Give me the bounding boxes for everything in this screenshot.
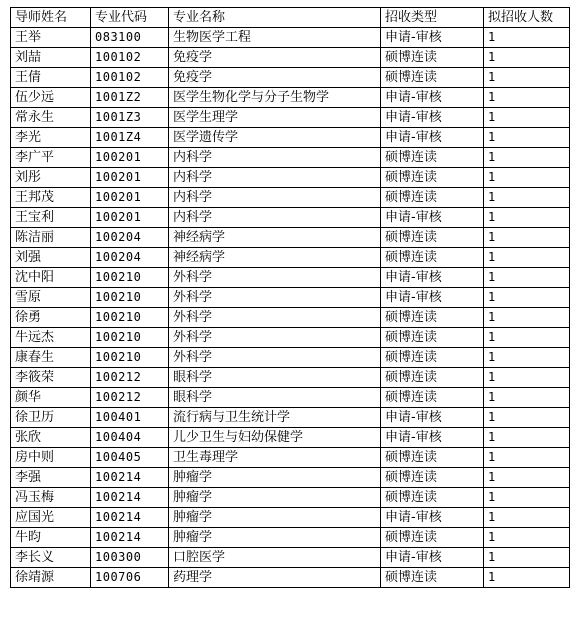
header-major-code: 专业代码 [91,8,169,28]
major-code-cell: 100210 [91,268,169,288]
major-code-cell: 1001Z4 [91,128,169,148]
admission-type-cell: 申请-审核 [381,28,484,48]
major-name-cell: 内科学 [169,188,381,208]
supervisor-name-cell: 冯玉梅 [11,488,91,508]
table-row [11,88,570,108]
planned-quota-cell: 1 [484,448,570,468]
major-code-cell: 100201 [91,168,169,188]
planned-quota-cell: 1 [484,208,570,228]
major-name-cell: 肿瘤学 [169,508,381,528]
planned-quota-cell: 1 [484,348,570,368]
table-row [11,248,570,268]
table-row [11,448,570,468]
major-code-cell: 100401 [91,408,169,428]
table-row [11,468,570,488]
major-code-cell: 100300 [91,548,169,568]
admission-type-cell: 申请-审核 [381,428,484,448]
table-row [11,188,570,208]
planned-quota-cell: 1 [484,548,570,568]
major-name-cell: 外科学 [169,288,381,308]
table-row [11,368,570,388]
major-code-cell: 1001Z2 [91,88,169,108]
supervisor-name-cell: 伍少远 [11,88,91,108]
planned-quota-cell: 1 [484,408,570,428]
major-name-cell: 神经病学 [169,228,381,248]
planned-quota-cell: 1 [484,308,570,328]
planned-quota-cell: 1 [484,228,570,248]
major-code-cell: 083100 [91,28,169,48]
header-major-name: 专业名称 [169,8,381,28]
major-code-cell: 100201 [91,208,169,228]
planned-quota-cell: 1 [484,388,570,408]
admission-type-cell: 申请-审核 [381,508,484,528]
table-row [11,548,570,568]
admission-type-cell: 申请-审核 [381,88,484,108]
table-row [11,128,570,148]
supervisor-name-cell: 康春生 [11,348,91,368]
major-code-cell: 100405 [91,448,169,468]
planned-quota-cell: 1 [484,468,570,488]
supervisor-name-cell: 刘喆 [11,48,91,68]
admission-type-cell: 申请-审核 [381,108,484,128]
major-code-cell: 100210 [91,288,169,308]
admission-type-cell: 申请-审核 [381,208,484,228]
table-row [11,288,570,308]
planned-quota-cell: 1 [484,568,570,588]
planned-quota-cell: 1 [484,148,570,168]
major-code-cell: 100201 [91,188,169,208]
table-row [11,168,570,188]
planned-quota-cell: 1 [484,28,570,48]
major-name-cell: 肿瘤学 [169,528,381,548]
supervisor-name-cell: 王倩 [11,68,91,88]
major-name-cell: 外科学 [169,268,381,288]
planned-quota-cell: 1 [484,68,570,88]
planned-quota-cell: 1 [484,248,570,268]
supervisor-name-cell: 李光 [11,128,91,148]
admission-type-cell: 硕博连读 [381,448,484,468]
table-row [11,228,570,248]
admission-type-cell: 硕博连读 [381,468,484,488]
supervisor-name-cell: 雪原 [11,288,91,308]
admission-type-cell: 硕博连读 [381,328,484,348]
admission-type-cell: 申请-审核 [381,268,484,288]
table-row [11,488,570,508]
admission-type-cell: 硕博连读 [381,168,484,188]
planned-quota-cell: 1 [484,88,570,108]
major-name-cell: 内科学 [169,148,381,168]
major-code-cell: 100214 [91,528,169,548]
table-row [11,408,570,428]
supervisor-name-cell: 李长义 [11,548,91,568]
planned-quota-cell: 1 [484,328,570,348]
planned-quota-cell: 1 [484,428,570,448]
admission-type-cell: 硕博连读 [381,568,484,588]
major-name-cell: 外科学 [169,308,381,328]
major-code-cell: 100102 [91,48,169,68]
table-row [11,388,570,408]
major-name-cell: 口腔医学 [169,548,381,568]
major-code-cell: 100210 [91,328,169,348]
planned-quota-cell: 1 [484,188,570,208]
table-row [11,328,570,348]
supervisor-name-cell: 徐卫历 [11,408,91,428]
admission-type-cell: 申请-审核 [381,288,484,308]
major-code-cell: 100212 [91,368,169,388]
supervisor-name-cell: 王邦茂 [11,188,91,208]
admission-type-cell: 申请-审核 [381,548,484,568]
planned-quota-cell: 1 [484,368,570,388]
major-name-cell: 眼科学 [169,368,381,388]
table-row [11,148,570,168]
major-name-cell: 医学生理学 [169,108,381,128]
supervisor-name-cell: 王举 [11,28,91,48]
header-admission-type: 招收类型 [381,8,484,28]
supervisor-name-cell: 李广平 [11,148,91,168]
table-row [11,208,570,228]
table-row [11,508,570,528]
major-code-cell: 1001Z3 [91,108,169,128]
supervisor-name-cell: 张欣 [11,428,91,448]
supervisor-name-cell: 常永生 [11,108,91,128]
major-name-cell: 免疫学 [169,68,381,88]
admission-type-cell: 申请-审核 [381,408,484,428]
admission-type-cell: 硕博连读 [381,488,484,508]
major-name-cell: 卫生毒理学 [169,448,381,468]
supervisor-quota-table [10,7,570,588]
supervisor-name-cell: 牛远杰 [11,328,91,348]
planned-quota-cell: 1 [484,128,570,148]
table-row [11,108,570,128]
supervisor-name-cell: 沈中阳 [11,268,91,288]
supervisor-name-cell: 李筱荣 [11,368,91,388]
major-code-cell: 100706 [91,568,169,588]
planned-quota-cell: 1 [484,108,570,128]
supervisor-name-cell: 徐靖源 [11,568,91,588]
major-name-cell: 医学生物化学与分子生物学 [169,88,381,108]
planned-quota-cell: 1 [484,48,570,68]
table-row [11,568,570,588]
header-planned-quota: 拟招收人数 [484,8,570,28]
admission-type-cell: 硕博连读 [381,228,484,248]
major-code-cell: 100201 [91,148,169,168]
major-code-cell: 100102 [91,68,169,88]
supervisor-name-cell: 颜华 [11,388,91,408]
planned-quota-cell: 1 [484,528,570,548]
major-name-cell: 神经病学 [169,248,381,268]
major-name-cell: 生物医学工程 [169,28,381,48]
table-row [11,68,570,88]
supervisor-name-cell: 房中则 [11,448,91,468]
admission-type-cell: 硕博连读 [381,148,484,168]
major-name-cell: 眼科学 [169,388,381,408]
planned-quota-cell: 1 [484,168,570,188]
admission-type-cell: 硕博连读 [381,248,484,268]
admission-type-cell: 硕博连读 [381,48,484,68]
table-row [11,528,570,548]
major-name-cell: 医学遗传学 [169,128,381,148]
planned-quota-cell: 1 [484,488,570,508]
table-row [11,428,570,448]
major-name-cell: 流行病与卫生统计学 [169,408,381,428]
admission-type-cell: 申请-审核 [381,128,484,148]
admission-type-cell: 硕博连读 [381,528,484,548]
major-name-cell: 肿瘤学 [169,468,381,488]
supervisor-name-cell: 刘强 [11,248,91,268]
supervisor-name-cell: 应国光 [11,508,91,528]
table-row [11,48,570,68]
major-name-cell: 肿瘤学 [169,488,381,508]
major-name-cell: 内科学 [169,168,381,188]
planned-quota-cell: 1 [484,508,570,528]
table-row [11,268,570,288]
supervisor-name-cell: 牛昀 [11,528,91,548]
major-code-cell: 100210 [91,348,169,368]
major-name-cell: 内科学 [169,208,381,228]
major-code-cell: 100214 [91,508,169,528]
admission-type-cell: 硕博连读 [381,348,484,368]
admission-type-cell: 硕博连读 [381,388,484,408]
admission-type-cell: 硕博连读 [381,368,484,388]
major-name-cell: 儿少卫生与妇幼保健学 [169,428,381,448]
supervisor-name-cell: 陈洁丽 [11,228,91,248]
planned-quota-cell: 1 [484,288,570,308]
major-name-cell: 药理学 [169,568,381,588]
supervisor-name-cell: 李强 [11,468,91,488]
supervisor-name-cell: 王宝利 [11,208,91,228]
table-row [11,308,570,328]
major-code-cell: 100204 [91,228,169,248]
table-row [11,348,570,368]
header-supervisor-name: 导师姓名 [11,8,91,28]
major-name-cell: 外科学 [169,328,381,348]
supervisor-name-cell: 刘彤 [11,168,91,188]
planned-quota-cell: 1 [484,268,570,288]
major-code-cell: 100210 [91,308,169,328]
table-header-row [11,8,570,28]
major-name-cell: 免疫学 [169,48,381,68]
major-code-cell: 100204 [91,248,169,268]
major-code-cell: 100214 [91,488,169,508]
major-name-cell: 外科学 [169,348,381,368]
admission-type-cell: 硕博连读 [381,188,484,208]
major-code-cell: 100404 [91,428,169,448]
admission-type-cell: 硕博连读 [381,308,484,328]
table-body [11,28,570,588]
major-code-cell: 100212 [91,388,169,408]
major-code-cell: 100214 [91,468,169,488]
table-row [11,28,570,48]
supervisor-name-cell: 徐勇 [11,308,91,328]
admission-type-cell: 硕博连读 [381,68,484,88]
